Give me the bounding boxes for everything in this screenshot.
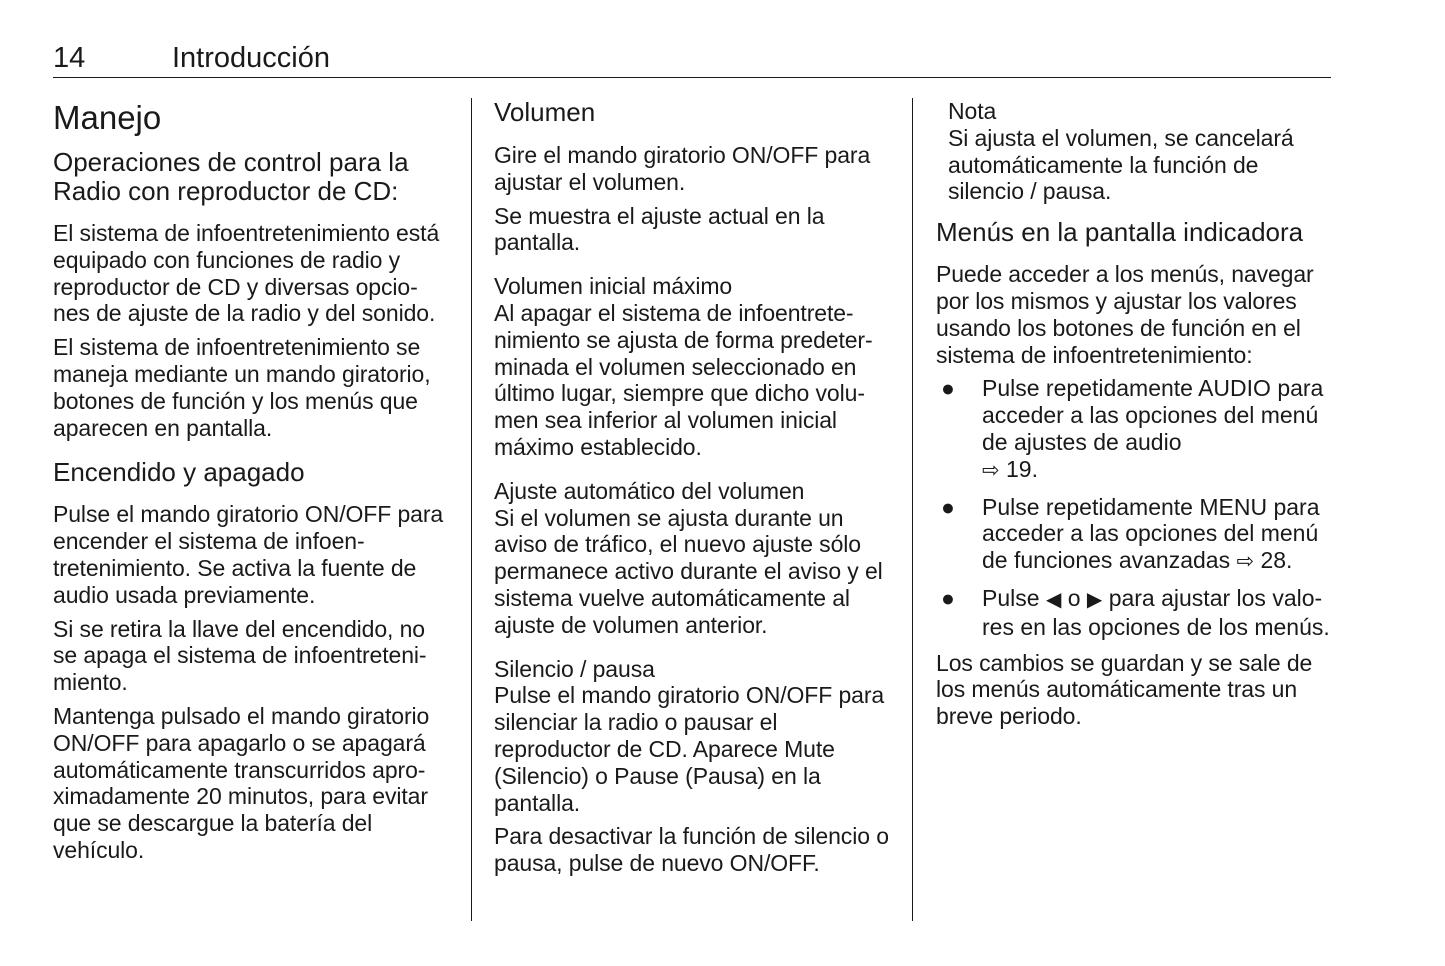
subheading-silencio: Silencio / pausa bbox=[494, 655, 655, 682]
paragraph: Al apagar el sistema de infoentrete- nimiento se ajusta de forma predeter- minada el volumen seleccionado en último lugar, siempre que dicho volu- men sea inferior al volumen inicial máximo establecido. bbox=[494, 299, 873, 460]
arrow-right-icon: ▶ bbox=[1086, 588, 1103, 611]
page-reference[interactable]: 19. bbox=[1006, 455, 1038, 482]
subheading-ajuste-automatico: Ajuste automático del volumen bbox=[494, 477, 805, 504]
bullet-icon: ● bbox=[941, 493, 955, 520]
column-left bbox=[53, 98, 455, 871]
paragraph: Para desactivar la función de silencio o pausa, pulse de nuevo ON/OFF. bbox=[494, 823, 889, 877]
list-item: ● Pulse ◀ o ▶ para ajustar los valo- res en las opciones de los menús. bbox=[941, 584, 1330, 640]
page-number: 14 bbox=[53, 42, 86, 74]
paragraph: Puede acceder a los menús, navegar por los mismos y ajustar los valores usando los botones de función en el sistema de infoentretenimiento: bbox=[936, 261, 1314, 368]
bullet-icon: ● bbox=[941, 584, 955, 611]
page-reference-arrow-icon: ⇨ bbox=[982, 458, 1000, 482]
paragraph: Gire el mando giratorio ON/OFF para ajustar el volumen. bbox=[494, 142, 871, 195]
paragraph: El sistema de infoentretenimiento está equipado con funciones de radio y reproductor de CD y diversas opcio- nes de ajuste de la radio y del sonido. bbox=[53, 220, 440, 327]
column-divider-1 bbox=[471, 98, 472, 921]
note-label: Nota bbox=[948, 98, 997, 124]
paragraph: Si el volumen se ajusta durante un aviso de tráfico, el nuevo ajuste sólo permanece activo durante el aviso y el sistema vuelve automáticamente al ajuste de volumen anterior. bbox=[494, 504, 883, 638]
list-item: ● Pulse repetidamente AUDIO para acceder a las opciones del menú de ajustes de audio ⇨ 19. bbox=[941, 375, 1324, 482]
bullet-list bbox=[936, 375, 1336, 640]
paragraph: Pulse el mando giratorio ON/OFF para encender el sistema de infoen- tretenimiento. Se activa la fuente de audio usada previamente. bbox=[53, 501, 444, 608]
bullet-icon: ● bbox=[941, 375, 955, 402]
heading-volumen: Volumen bbox=[494, 97, 596, 127]
heading-manejo: Manejo bbox=[53, 99, 162, 136]
page-reference-arrow-icon: ⇨ bbox=[1236, 550, 1255, 574]
paragraph: Se muestra el ajuste actual en la pantalla. bbox=[494, 202, 825, 256]
column-middle bbox=[494, 98, 894, 884]
paragraph: Si se retira la llave del encendido, no se apaga el sistema de infoentreteni- miento. bbox=[53, 615, 427, 696]
subheading-volumen-maximo: Volumen inicial máximo bbox=[494, 273, 733, 300]
paragraph: Pulse el mando giratorio ON/OFF para silenciar la radio o pausar el reproductor de CD. Aparece Mute (Silencio) o Pause (Pausa) en la pantalla. bbox=[494, 682, 885, 816]
page-reference[interactable]: 28. bbox=[1260, 547, 1293, 574]
paragraph: El sistema de infoentretenimiento se maneja mediante un mando giratorio, botones de función y los menús que aparecen en pantalla. bbox=[53, 334, 431, 441]
note-box bbox=[936, 98, 1336, 205]
note-text: Si ajusta el volumen, se cancelará automáticamente la función de silencio / pausa. bbox=[948, 124, 1294, 205]
paragraph: Mantenga pulsado el mando giratorio ON/OFF para apagarlo o se apagará automáticamente transcurridos apro- ximadamente 20 minutos, para evitar que se descargue la batería del vehículo. bbox=[53, 702, 430, 863]
column-divider-2 bbox=[912, 98, 913, 921]
column-right bbox=[936, 98, 1336, 737]
arrow-left-icon: ◀ bbox=[1045, 588, 1062, 611]
paragraph: Los cambios se guardan y se sale de los menús automáticamente tras un breve periodo. bbox=[936, 649, 1313, 730]
list-item: ● Pulse repetidamente MENU para acceder a las opciones del menú de funciones avanzadas ⇨ 28. bbox=[941, 493, 1320, 574]
heading-encendido: Encendido y apagado bbox=[53, 457, 305, 488]
heading-menus: Menús en la pantalla indicadora bbox=[936, 217, 1304, 248]
section-title: Introducción bbox=[172, 42, 330, 74]
page-header bbox=[53, 40, 1331, 78]
heading-operaciones: Operaciones de control para la Radio con reproductor de CD: bbox=[53, 147, 409, 206]
